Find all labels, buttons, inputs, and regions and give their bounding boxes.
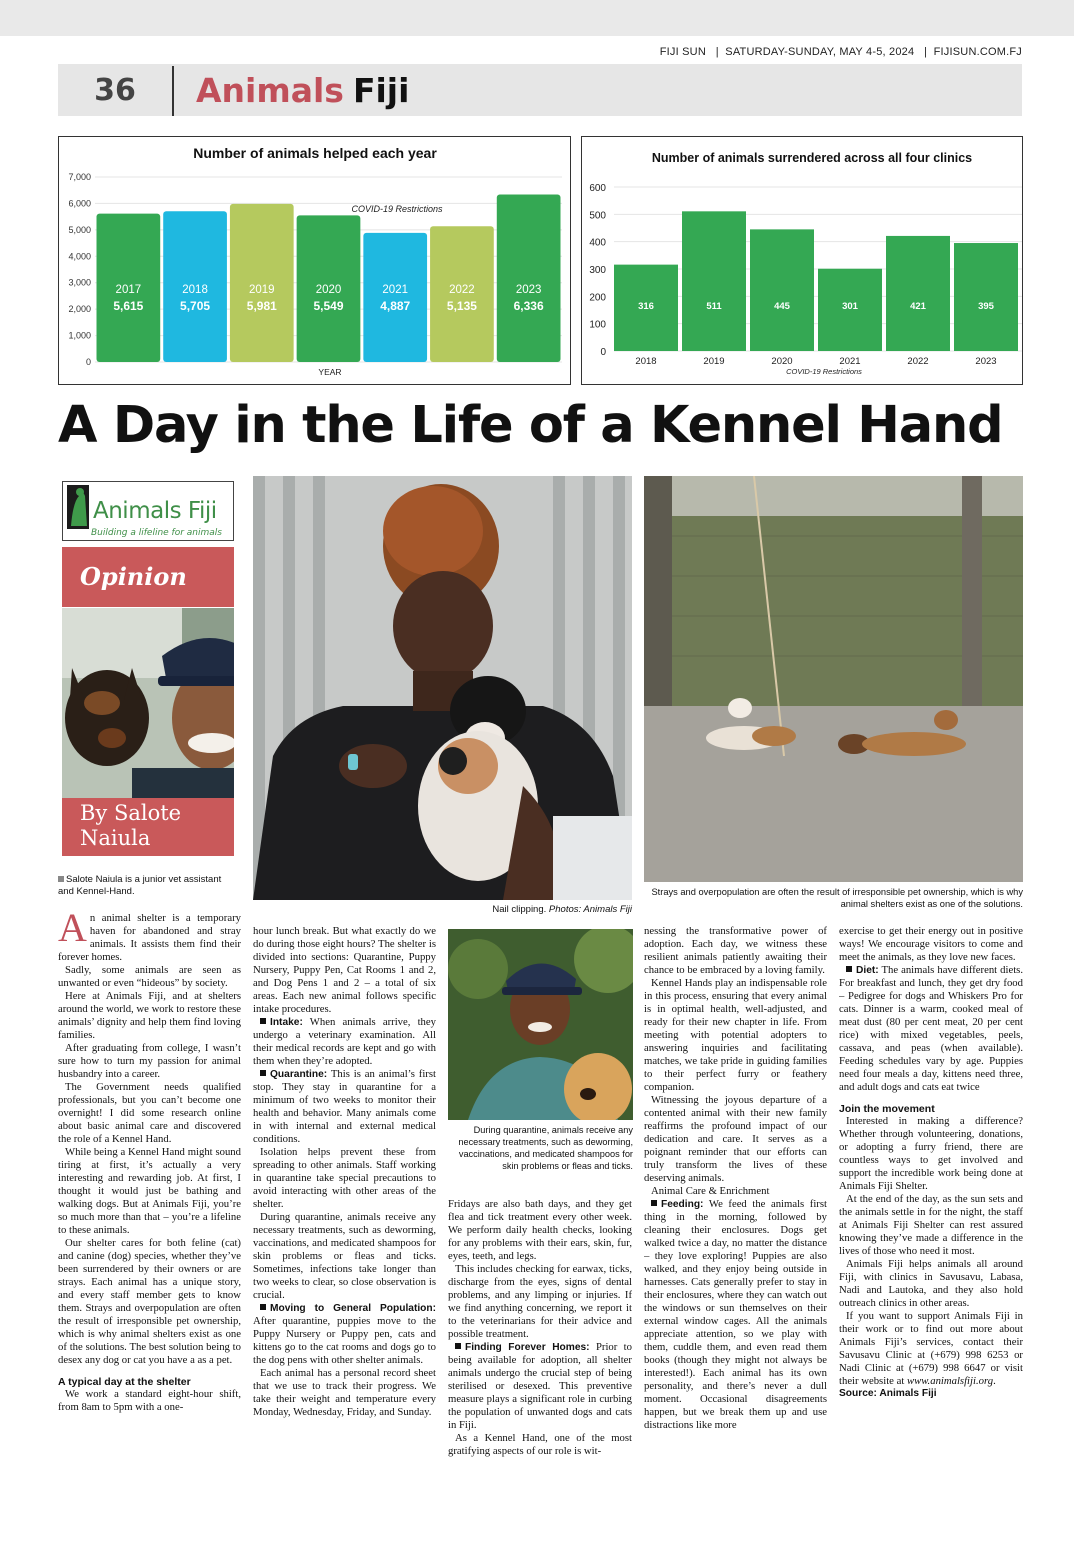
x-tick-label: 2020 (771, 356, 793, 367)
bar-value-label: 4,887 (380, 299, 411, 313)
bar-value-label: 5,615 (113, 299, 144, 313)
opinion-label-box (62, 547, 234, 607)
nail-caption: Nail clipping. Photos: Animals Fiji (492, 904, 632, 915)
y-tick-label: 6,000 (68, 198, 91, 209)
bullet-icon (846, 966, 852, 972)
section-divider (172, 66, 174, 116)
covid-annotation: COVID-19 Restrictions (351, 204, 443, 214)
website-link[interactable]: www.animalsfiji.org (906, 1375, 994, 1387)
quarantine-caption: During quarantine, animals receive any necessary treatments, such as deworming, vaccinations, and medicated shampoos for skin problems or fleas and ticks. (458, 1125, 633, 1171)
paragraph: At the end of the day, as the sun sets and the animals settle in for the night, the staff at Animals Fiji Shelter can rest assured knowing they’ve made a difference in the lives of those who need it most. (839, 1193, 1023, 1257)
strays-caption: Strays and overpopulation are often the result of irresponsible pet ownership, which is why animal shelters exist as one of the solutions. (651, 887, 1023, 909)
source-line: Source: Animals Fiji (839, 1388, 937, 1399)
author-photo (62, 608, 234, 798)
y-tick-label: 5,000 (68, 224, 91, 235)
bar-value-label: 316 (638, 301, 654, 312)
chart-title: Number of animals surrendered across all four clinics (651, 151, 973, 165)
y-tick-label: 200 (589, 292, 606, 304)
quarantine-illustration (448, 929, 633, 1120)
paragraph: Animals Fiji helps animals all around Fiji, with clinics in Savusavu, Labasa, Nadi and Lautoka, and they also hold outreach clinics in other areas. (839, 1258, 1023, 1309)
paragraph: Witnessing the joyous departure of a contented animal with their new family reaffirms the profound impact of our dedication and care. It serves as a poignant reminder that our efforts can truly transform the lives of these deserving animals. (644, 1094, 827, 1184)
paragraph: Sadly, some animals are seen as unwanted or even “hideous” by society. (58, 964, 241, 989)
y-tick-label: 1,000 (68, 330, 91, 341)
bar-value-label: 5,549 (313, 299, 344, 313)
nail-clipping-illustration (253, 476, 632, 900)
x-tick-label: 2019 (703, 356, 725, 367)
article-column-2 (253, 925, 436, 1500)
paragraph: The Government needs qualified professionals, but you can’t become one overnight! I did some research online about basic animal care and discovered the role of a Kennel Hand. (58, 1081, 241, 1145)
chart-animals-helped (58, 136, 571, 385)
headline: A Day in the Life of a Kennel Hand (58, 396, 1003, 455)
author-photo-illustration (62, 608, 234, 798)
bar-2023 (497, 195, 561, 362)
y-tick-label: 100 (589, 319, 606, 331)
byline-box (62, 798, 234, 856)
bar-value-label: 421 (910, 301, 926, 312)
section-title (196, 68, 409, 112)
paragraph: nessing the transformative power of adoption. Each day, we witness these resilient animals patiently awaiting their chance to be embraced by a loving family. (644, 925, 827, 976)
bar-value-label: 445 (774, 301, 790, 312)
article-column-3 (448, 1198, 632, 1500)
bar-value-label: 395 (978, 301, 994, 312)
article-intro: An animal shelter is a temporary haven for abandoned and stray animals. It assists them find their forever homes. (58, 912, 241, 963)
x-tick-label: 2021 (839, 356, 861, 367)
y-tick-label: 4,000 (68, 251, 91, 262)
paragraph: Here at Animals Fiji, and at shelters around the world, we work to restore these animals’ dignity and help them find loving families. (58, 990, 241, 1041)
subheading: Join the movement (839, 1103, 935, 1115)
covid-annotation: COVID-19 Restrictions (786, 367, 862, 376)
paragraph: While being a Kennel Hand might sound tiring at first, it’s actually a very interesting and rewarding job. At first, I thought it would just be bathing and walking dogs. But at Animals Fiji, you’re so much more than that – you’re a lifeline to these animals. (58, 1146, 241, 1236)
bar-value-label: 511 (706, 301, 722, 312)
bullet-icon (260, 1070, 266, 1076)
x-tick-label: 2022 (907, 356, 929, 367)
article-column-1 (58, 912, 241, 1504)
x-tick-label: 2023 (975, 356, 997, 367)
y-tick-label: 300 (589, 265, 606, 276)
y-tick-label: 0 (600, 347, 606, 358)
paragraph-quarantine: Quarantine: This is an animal’s first stop. They stay in quarantine for a minimum of two weeks to monitor their health and behavior. Many animals come in with internal and external medical conditions. (253, 1068, 436, 1145)
logo-name: Animals Fiji (93, 498, 217, 524)
paragraph-forever-homes: Finding Forever Homes: Prior to being available for adoption, all shelter animals undergo the crucial step of being sterilised or desexed. This preventive measure plays a significant role in curbing the population of unwanted dogs and cats in Fiji. (448, 1341, 632, 1431)
section-title-fiji: Fiji (352, 70, 410, 110)
chart-animals-helped-svg (59, 137, 570, 384)
paragraph: This includes checking for earwax, ticks, discharge from the eyes, signs of dental problems, and any limping or injuries. If we find anything concerning, we report it to the veterinarians for their advice and possible treatment. (448, 1263, 632, 1340)
byline-line1: By Salote (80, 801, 182, 825)
y-tick-label: 400 (589, 237, 606, 249)
byline-line2: Naiula (80, 826, 151, 850)
bar-2022 (886, 236, 950, 351)
paragraph: Animal Care & Enrichment (651, 1185, 770, 1197)
animals-fiji-logo (62, 481, 234, 541)
bar-year-label: 2023 (515, 284, 542, 296)
paragraph-feeding: Feeding: We feed the animals first thing in the morning, followed by cleaning their enclosures. Dogs get walked twice a day, no matter the distance – they love exploring! Puppies are also walked, and they enjoy being outside in harnesses. Cats generally prefer to stay in their enclosures, where they can watch out the windows or sun themselves on their external window cages. All the animals appreciate attention, so we play with them, cuddle them, and even read them books (though they might not always be interested!). Each animal has its own personality, and there’s never a dull moment. Occasional disagreements happen, but we break them up and use distractions like more (644, 1198, 827, 1431)
strays-illustration (644, 476, 1023, 882)
bar-value-label: 5,981 (246, 299, 277, 313)
page-number: 36 (94, 72, 136, 108)
author-caption: Salote Naiula is a junior vet assistant and Kennel-Hand. (58, 874, 222, 897)
section-title-animals: Animals (196, 70, 344, 110)
bar-year-label: 2021 (382, 284, 409, 296)
paragraph: After graduating from college, I wasn’t sure how to turn my passion for animal husbandry into a career. (58, 1042, 241, 1080)
paragraph: Fridays are also bath days, and they get flea and tick treatment every other week. We perform daily health checks, looking for any problems with their ears, skin, fur, eyes, teeth, and legs. (448, 1198, 632, 1262)
x-tick-label: 2018 (635, 356, 657, 367)
logo-tagline: Building a lifeline for animals (91, 528, 222, 538)
top-strip (0, 0, 1074, 36)
y-tick-label: 3,000 (68, 277, 91, 288)
chart-animals-surrendered-svg (582, 137, 1022, 384)
bar-value-label: 301 (842, 301, 858, 312)
bullet-icon (455, 1343, 461, 1349)
bar-year-label: 2022 (449, 284, 475, 296)
paragraph-diet: Diet: The animals have different diets. For breakfast and lunch, they get dry food – Pedigree for dogs and Whiskers Pro for cats. Dinner is a warm, cooked meal of meat dust (80 per cent meat, 20 per cent rice) with mixed vegetables, peels, cassava, and peas (when available). Feeding schedules vary by age. Puppies need four meals a day, kittens need three, and adult dogs and cats eat twice (839, 964, 1023, 1093)
bar-year-label: 2019 (248, 284, 275, 296)
y-tick-label: 600 (589, 183, 606, 194)
bar-year-label: 2017 (115, 284, 142, 296)
bar-year-label: 2020 (315, 284, 342, 296)
article-column-4 (644, 925, 827, 1500)
photo-strays (644, 476, 1023, 882)
y-tick-label: 500 (589, 210, 606, 222)
bar-value-label: 5,705 (180, 299, 211, 313)
paragraph: During quarantine, animals receive any necessary treatments, such as deworming, vaccinations, and medicated shampoos for skin problems or fleas and ticks. Sometimes, infections take longer than two weeks to clear, so close observation is crucial. (253, 1211, 436, 1301)
paragraph: Isolation helps prevent these from spreading to other animals. Staff working in quarantine take special precautions to avoid interacting with other areas of the shelter. (253, 1146, 436, 1210)
photo-nail-clipping (253, 476, 632, 900)
paragraph: We work a standard eight-hour shift, from 8am to 5pm with a one- (58, 1388, 241, 1413)
paragraph: If you want to support Animals Fiji in their work or to find out more about Animals Fiji’s services, contact their Savusavu Clinic at (+679) 998 6253 or Nadi Clinic at (+679) 998 6647 or visit their website at www.animalsfiji.org. (839, 1310, 1023, 1387)
article-column-5 (839, 925, 1023, 1500)
paragraph: Interested in making a difference? Whether through volunteering, donations, or adopting a furry friend, there are countless ways to get involved and support the incredible work being done at Animals Fiji Shelter. (839, 1115, 1023, 1192)
bar-value-label: 6,336 (513, 299, 544, 313)
y-tick-label: 2,000 (68, 304, 91, 315)
bar-value-label: 5,135 (446, 299, 477, 313)
masthead-dateline: FIJI SUN | SATURDAY-SUNDAY, MAY 4-5, 2024 | FIJISUN.COM.FJ (659, 46, 1022, 58)
subheading: A typical day at the shelter (58, 1376, 191, 1388)
bullet-icon (260, 1304, 266, 1310)
bar-2019 (230, 204, 294, 362)
y-tick-label: 7,000 (68, 172, 91, 182)
paragraph: As a Kennel Hand, one of the most gratifying aspects of our role is wit- (448, 1432, 632, 1457)
paragraph: Our shelter cares for both feline (cat) and canine (dog) species, whether they’ve been surrendered by their owners or are strays. Each animal has a unique story, and every staff member gets to know them. Strays and overpopulation are often the result of irresponsible pet ownership, which is why animal shelters exist as one of the solutions. The best solution being to desex any dog or cat you have a as a pet. (58, 1237, 241, 1366)
bar-year-label: 2018 (182, 284, 208, 296)
chart-title: Number of animals helped each year (193, 145, 437, 161)
paragraph-moving: Moving to General Population: After quarantine, puppies move to the Puppy Nursery or Puppy pen, cats and kittens go to the cat rooms and dogs go to the dog pens with other shelter animals. (253, 1303, 436, 1366)
caption-square-icon (58, 876, 64, 882)
chart-animals-surrendered (581, 136, 1023, 385)
bullet-icon (651, 1200, 657, 1206)
photo-quarantine (448, 929, 633, 1120)
x-axis-label: YEAR (318, 367, 342, 377)
paragraph: hour lunch break. But what exactly do we do during those eight hours? The shelter is divided into sections: Quarantine, Puppy Nursery, Puppy Pen, Cat Rooms 1 and 2, and Dog Pens 1 and 2 – a total of six areas. Each new animal follows specific intake procedures. (253, 925, 436, 1015)
bar-2023 (954, 243, 1018, 351)
bar-2019 (682, 211, 746, 351)
paragraph: exercise to get their energy out in positive ways! We encourage visitors to come and meet the animals, as they love new faces. (839, 925, 1023, 963)
bullet-icon (260, 1018, 266, 1024)
paragraph: Each animal has a personal record sheet that we use to track their progress. We take their weight and temperature every Monday, Wednesday, Friday, and Sunday. (253, 1367, 436, 1418)
bar-2021 (363, 233, 427, 362)
y-tick-label: 0 (85, 357, 91, 367)
paragraph: Kennel Hands play an indispensable role in this process, ensuring that every animal is in optimal health, well-adjusted, and ready for their new chapter in life. From meeting with potential adopters to answering inquiries and facilitating matches, we take pride in guiding families to their perfect furry or feathery companion. (644, 977, 827, 1093)
paragraph-intake: Intake: When animals arrive, they undergo a veterinary examination. All their medical records are kept and go with them when they’re adopted. (253, 1016, 436, 1067)
drop-cap: A (58, 912, 87, 950)
bar-2020 (750, 229, 814, 351)
photo-credit: Photos: Animals Fiji (548, 904, 632, 915)
opinion-label: Opinion (80, 562, 187, 591)
